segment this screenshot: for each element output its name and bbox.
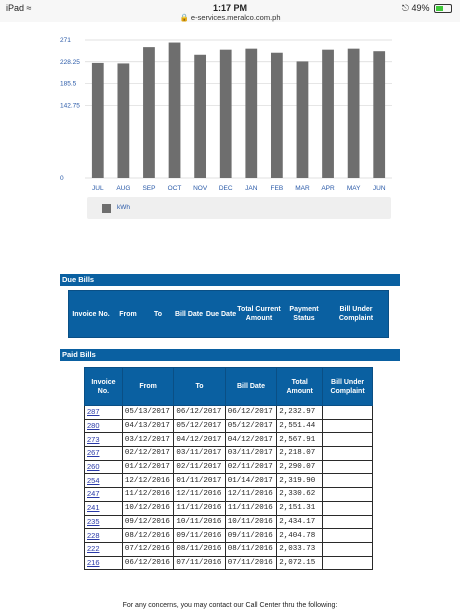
invoice-link[interactable]: 228 bbox=[87, 530, 100, 540]
legend-label: kWh bbox=[117, 204, 130, 211]
invoice-link[interactable]: 241 bbox=[87, 503, 100, 513]
due-col-header: Payment Status bbox=[289, 306, 319, 322]
cell-to: 02/11/2017 bbox=[174, 460, 225, 474]
invoice-cell bbox=[85, 419, 123, 433]
x-tick-label: DEC bbox=[218, 185, 233, 192]
cell-amount: 2,218.07 bbox=[277, 447, 323, 461]
due-bills-title: Due Bills bbox=[60, 274, 400, 286]
cell-bill-date: 08/11/2016 bbox=[225, 542, 276, 556]
battery-status: ⎋ 49% bbox=[402, 3, 452, 14]
cell-to: 07/11/2016 bbox=[174, 556, 225, 570]
bar-mar[interactable] bbox=[297, 61, 309, 178]
cell-from: 11/12/2016 bbox=[122, 488, 173, 502]
rotation-lock-icon: ⎋ bbox=[401, 3, 409, 13]
cell-complaint bbox=[323, 419, 373, 433]
invoice-cell bbox=[85, 406, 123, 420]
invoice-link[interactable]: 273 bbox=[87, 434, 100, 444]
cell-bill-date: 09/11/2016 bbox=[225, 529, 276, 543]
invoice-cell bbox=[85, 433, 123, 447]
cell-complaint bbox=[323, 447, 373, 461]
cell-bill-date: 10/11/2016 bbox=[225, 515, 276, 529]
cell-bill-date: 02/11/2017 bbox=[225, 460, 276, 474]
cell-to: 09/11/2016 bbox=[174, 529, 225, 543]
due-col-header: From bbox=[119, 310, 137, 318]
invoice-cell bbox=[85, 501, 123, 515]
cell-amount: 2,551.44 bbox=[277, 419, 323, 433]
y-tick-label: 228.25 bbox=[60, 58, 80, 66]
due-col-header: Total Current Amount bbox=[237, 306, 281, 322]
x-tick-label: NOV bbox=[193, 185, 208, 192]
cell-to: 11/11/2016 bbox=[174, 501, 225, 515]
table-row bbox=[85, 488, 373, 502]
cell-from: 07/12/2016 bbox=[122, 542, 173, 556]
bar-feb[interactable] bbox=[271, 53, 283, 178]
y-tick-label: 185.5 bbox=[60, 80, 77, 88]
paid-bills-table bbox=[84, 367, 373, 570]
cell-amount: 2,404.78 bbox=[277, 529, 323, 543]
table-row bbox=[85, 406, 373, 420]
cell-complaint bbox=[323, 501, 373, 515]
bar-jun[interactable] bbox=[373, 51, 385, 178]
invoice-link[interactable]: 287 bbox=[87, 407, 100, 417]
due-col-header: To bbox=[153, 310, 163, 318]
table-row bbox=[85, 515, 373, 529]
invoice-cell bbox=[85, 515, 123, 529]
cell-amount: 2,033.73 bbox=[277, 542, 323, 556]
cell-bill-date: 04/12/2017 bbox=[225, 433, 276, 447]
paid-bills-title: Paid Bills bbox=[60, 349, 400, 361]
x-tick-label: SEP bbox=[142, 185, 156, 192]
cell-from: 03/12/2017 bbox=[122, 433, 173, 447]
cell-amount: 2,567.91 bbox=[277, 433, 323, 447]
cell-amount: 2,290.07 bbox=[277, 460, 323, 474]
bar-jul[interactable] bbox=[92, 63, 104, 178]
cell-to: 01/11/2017 bbox=[174, 474, 225, 488]
invoice-cell bbox=[85, 542, 123, 556]
x-tick-label: MAR bbox=[295, 185, 310, 192]
cell-bill-date: 11/11/2016 bbox=[225, 501, 276, 515]
bar-sep[interactable] bbox=[143, 47, 155, 178]
battery-icon bbox=[434, 4, 452, 13]
usage-chart bbox=[0, 22, 460, 222]
due-col-header: Bill Under Complaint bbox=[338, 306, 374, 322]
cell-from: 06/12/2016 bbox=[122, 556, 173, 570]
cell-complaint bbox=[323, 474, 373, 488]
cell-from: 08/12/2016 bbox=[122, 529, 173, 543]
cell-complaint bbox=[323, 488, 373, 502]
table-row bbox=[85, 419, 373, 433]
cell-amount: 2,232.97 bbox=[277, 406, 323, 420]
paid-col-header: From bbox=[122, 368, 173, 406]
bar-apr[interactable] bbox=[322, 50, 334, 178]
cell-from: 04/13/2017 bbox=[122, 419, 173, 433]
cell-complaint bbox=[323, 556, 373, 570]
device-label: iPad ≈ bbox=[6, 3, 32, 13]
cell-to: 12/11/2016 bbox=[174, 488, 225, 502]
url-bar[interactable]: 🔒 e-services.meralco.com.ph bbox=[179, 13, 281, 22]
invoice-link[interactable]: 260 bbox=[87, 462, 100, 472]
due-col-header: Invoice No. bbox=[72, 310, 110, 318]
due-col-header: Due Date bbox=[205, 310, 237, 318]
invoice-link[interactable]: 267 bbox=[87, 448, 100, 458]
cell-bill-date: 06/12/2017 bbox=[225, 406, 276, 420]
bar-dec[interactable] bbox=[220, 50, 232, 178]
cell-to: 05/12/2017 bbox=[174, 419, 225, 433]
paid-col-header: Invoice No. bbox=[85, 368, 123, 406]
cell-bill-date: 03/11/2017 bbox=[225, 447, 276, 461]
due-col-header: Bill Date bbox=[174, 310, 203, 318]
invoice-cell bbox=[85, 529, 123, 543]
cell-from: 10/12/2016 bbox=[122, 501, 173, 515]
legend-swatch bbox=[102, 204, 111, 213]
bar-nov[interactable] bbox=[194, 55, 206, 178]
x-tick-label: MAY bbox=[346, 185, 361, 192]
bar-oct[interactable] bbox=[169, 43, 181, 178]
cell-amount: 2,072.15 bbox=[277, 556, 323, 570]
cell-to: 04/12/2017 bbox=[174, 433, 225, 447]
cell-complaint bbox=[323, 542, 373, 556]
chart-legend bbox=[87, 197, 391, 219]
invoice-cell bbox=[85, 474, 123, 488]
cell-bill-date: 01/14/2017 bbox=[225, 474, 276, 488]
invoice-cell bbox=[85, 460, 123, 474]
table-row bbox=[85, 529, 373, 543]
bar-aug[interactable] bbox=[117, 63, 129, 178]
x-tick-label: FEB bbox=[270, 185, 284, 192]
cell-from: 01/12/2017 bbox=[122, 460, 173, 474]
invoice-link[interactable]: 247 bbox=[87, 489, 100, 499]
cell-complaint bbox=[323, 515, 373, 529]
y-tick-label: 271 bbox=[60, 37, 71, 44]
invoice-link[interactable]: 222 bbox=[87, 544, 100, 554]
x-tick-label: AUG bbox=[116, 185, 131, 192]
x-tick-label: APR bbox=[321, 185, 335, 192]
table-row bbox=[85, 447, 373, 461]
paid-col-header: To bbox=[174, 368, 225, 406]
cell-complaint bbox=[323, 406, 373, 420]
table-row bbox=[85, 474, 373, 488]
table-row bbox=[85, 556, 373, 570]
cell-bill-date: 05/12/2017 bbox=[225, 419, 276, 433]
due-bills-header bbox=[68, 290, 389, 338]
cell-to: 10/11/2016 bbox=[174, 515, 225, 529]
cell-bill-date: 12/11/2016 bbox=[225, 488, 276, 502]
paid-col-header: Bill Date bbox=[225, 368, 276, 406]
cell-bill-date: 07/11/2016 bbox=[225, 556, 276, 570]
wifi-icon: ≈ bbox=[26, 3, 32, 13]
cell-complaint bbox=[323, 460, 373, 474]
cell-to: 03/11/2017 bbox=[174, 447, 225, 461]
footer-text: For any concerns, you may contact our Call Center thru the following: bbox=[122, 602, 338, 609]
y-tick-label: 142.75 bbox=[60, 102, 80, 110]
status-time: 1:17 PM bbox=[212, 3, 247, 13]
invoice-link[interactable]: 280 bbox=[87, 421, 100, 431]
x-tick-label: JUL bbox=[92, 185, 104, 192]
cell-to: 08/11/2016 bbox=[174, 542, 225, 556]
cell-from: 09/12/2016 bbox=[122, 515, 173, 529]
cell-complaint bbox=[323, 529, 373, 543]
cell-from: 02/12/2017 bbox=[122, 447, 173, 461]
cell-amount: 2,434.17 bbox=[277, 515, 323, 529]
invoice-cell bbox=[85, 556, 123, 570]
invoice-cell bbox=[85, 488, 123, 502]
paid-col-header: Total Amount bbox=[277, 368, 323, 406]
cell-to: 06/12/2017 bbox=[174, 406, 225, 420]
y-tick-label: 0 bbox=[60, 175, 64, 182]
table-row bbox=[85, 501, 373, 515]
paid-col-header: Bill Under Complaint bbox=[323, 368, 373, 406]
invoice-link[interactable]: 235 bbox=[87, 516, 100, 526]
invoice-link[interactable]: 254 bbox=[87, 475, 100, 485]
cell-from: 12/12/2016 bbox=[122, 474, 173, 488]
x-tick-label: OCT bbox=[167, 185, 182, 192]
invoice-cell bbox=[85, 447, 123, 461]
bar-jan[interactable] bbox=[245, 49, 257, 178]
table-row bbox=[85, 460, 373, 474]
lock-icon: 🔒 bbox=[179, 13, 189, 22]
cell-complaint bbox=[323, 433, 373, 447]
cell-from: 05/13/2017 bbox=[122, 406, 173, 420]
invoice-link[interactable]: 216 bbox=[87, 557, 100, 567]
status-bar bbox=[0, 0, 460, 22]
cell-amount: 2,319.90 bbox=[277, 474, 323, 488]
cell-amount: 2,330.62 bbox=[277, 488, 323, 502]
bar-may[interactable] bbox=[348, 49, 360, 178]
x-tick-label: JUN bbox=[372, 185, 386, 192]
cell-amount: 2,151.31 bbox=[277, 501, 323, 515]
table-row bbox=[85, 433, 373, 447]
table-row bbox=[85, 542, 373, 556]
x-tick-label: JAN bbox=[245, 185, 258, 192]
